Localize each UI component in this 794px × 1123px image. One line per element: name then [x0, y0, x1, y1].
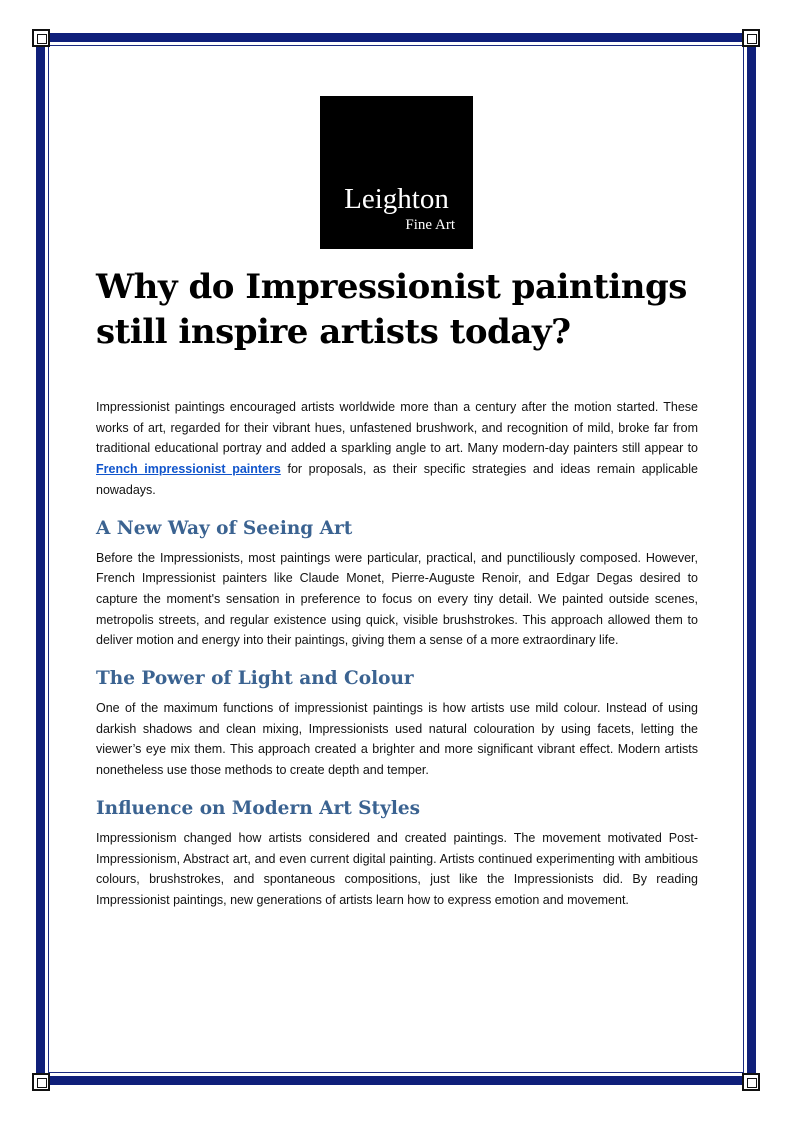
company-logo [320, 96, 473, 249]
corner-ornament-top-left [32, 29, 50, 47]
intro-paragraph [96, 397, 698, 501]
section-heading-light-colour: The Power of Light and Colour [96, 668, 414, 690]
corner-ornament-bottom-left [32, 1073, 50, 1091]
article [96, 265, 698, 911]
logo-sub-text: Fine Art [405, 217, 455, 233]
corner-ornament-top-right [742, 29, 760, 47]
section-heading-new-way: A New Way of Seeing Art [96, 517, 353, 539]
corner-ornament-bottom-right [742, 1073, 760, 1091]
logo-main-text: Leighton [344, 183, 449, 215]
intro-text-after-link: for proposals, as their specific strategies and ideas remain applicable nowadays. [96, 462, 698, 497]
article-title: Why do Impressionist paintings still inspire artists today? [96, 267, 687, 352]
intro-text-before-link: Impressionist paintings encouraged artists worldwide more than a century after the motion started. These works of art, regarded for their vibrant hues, unfastened brushwork, and recognition of mild, broke far from traditional educational portray and added a sparkling angle to art. Many modern-day painters still appear to [96, 400, 698, 456]
section-body-modern-styles: Impressionism changed how artists considered and created paintings. The movement motivated Post-Impressionism, Abstract art, and even current digital painting. Artists continued experimenting with ambitious colours, brushstrokes, and spontaneous compositions, just like the Impressionists did. By reading Impressionist paintings, new generations of artists learn how to express emotion and movement. [96, 830, 698, 907]
section-heading-modern-styles: Influence on Modern Art Styles [96, 797, 421, 819]
section-body-light-colour: One of the maximum functions of impressionist paintings is how artists use mild colour. Instead of using darkish shadows and clean mixing, Impressionists used natural colouration by using facets, letting the viewer’s eye mix them. This approach created a brighter and more significant vibrant effect. Modern artists nonetheless use those methods to create depth and temper. [96, 701, 698, 778]
section-body-new-way: Before the Impressionists, most paintings were particular, practical, and punctiliously composed. However, French Impressionist painters like Claude Monet, Pierre-Auguste Renoir, and Edgar Degas desired to capture the moment's sensation in preference to focus on every tiny detail. We painted outside scenes, metropolis streets, and regular existence using quick, visible brushstrokes. This approach allowed them to deliver motion and energy into their paintings, giving them a sense of a more extraordinary life. [96, 550, 698, 648]
french-impressionist-painters-link[interactable]: French impressionist painters [96, 462, 281, 477]
